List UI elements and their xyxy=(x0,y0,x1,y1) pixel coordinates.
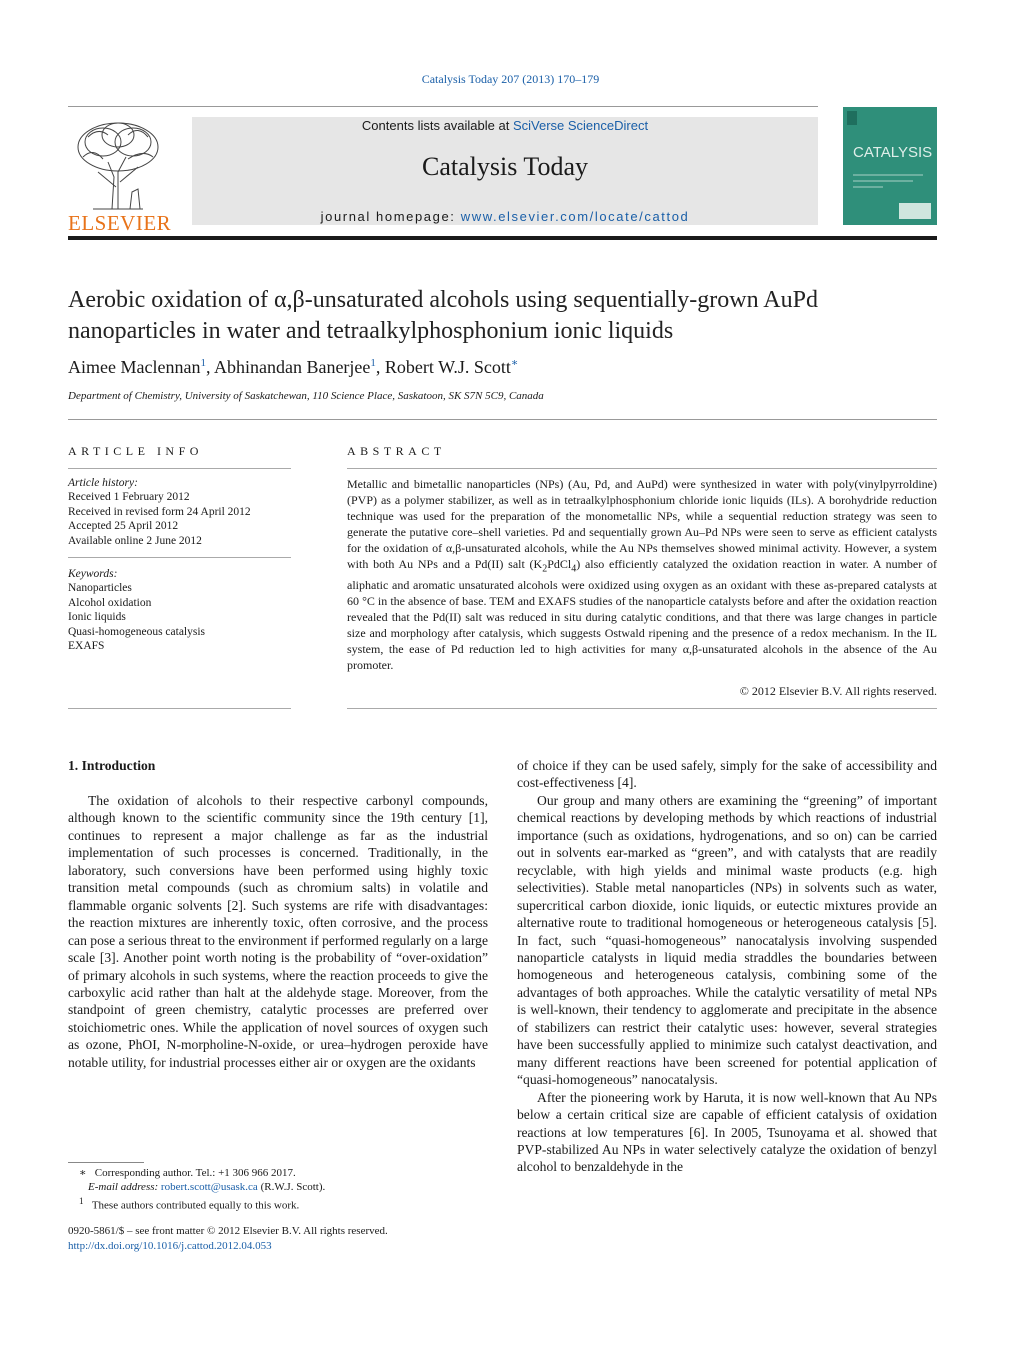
keyword: Ionic liquids xyxy=(68,611,126,624)
author-affiliation: Department of Chemistry, University of Saskatchewan, 110 Science Place, Saskatoon, SK S7N 5C9, Canada xyxy=(68,390,544,402)
footnote-mark: ∗ xyxy=(79,1167,87,1179)
article-info-rule xyxy=(68,708,291,709)
homepage-link[interactable]: www.elsevier.com/locate/cattod xyxy=(460,209,690,224)
history-revised: Received in revised form 24 April 2012 xyxy=(68,505,251,518)
article-history xyxy=(68,476,291,548)
body-paragraph: After the pioneering work by Haruta, it is now well-known that Au NPs below a certain critical size are capable of efficient catalysis of oxidation reactions at low temperatures [6]. In 2005, Tsunoyama et al. showed that PVP-stabilized Au NPs in water selectively catalyze the oxidation of benzyl alcohol to benzaldehyde in the xyxy=(517,1089,937,1175)
header-rule xyxy=(68,106,818,107)
contents-line xyxy=(192,118,818,133)
footnote-text: These authors contributed equally to this work. xyxy=(91,1199,300,1212)
contents-prefix: Contents lists available at xyxy=(361,118,513,133)
footnote-text: Corresponding author. Tel.: +1 306 966 2017. xyxy=(94,1167,296,1179)
homepage-line xyxy=(192,209,818,224)
body-column-left xyxy=(68,792,488,1071)
elsevier-wordmark: ELSEVIER xyxy=(68,211,172,235)
keyword: Nanoparticles xyxy=(68,582,132,595)
footnote-rule xyxy=(68,1162,144,1163)
issn-block xyxy=(68,1224,388,1254)
cover-title: CATALYSIS xyxy=(853,144,933,161)
footnote-email xyxy=(68,1180,488,1194)
author-mark[interactable]: 1 xyxy=(200,357,206,369)
author-separator: , xyxy=(375,357,385,377)
keywords-label: Keywords: xyxy=(68,568,118,580)
history-online: Available online 2 June 2012 xyxy=(68,534,202,547)
author-separator: , xyxy=(205,357,214,377)
abstract-text-part: Metallic and bimetallic nanoparticles (NPs) (Au, Pd, and AuPd) were synthesized in water with poly(vinylpyrroldine) (PVP) as a polymer stabilizer, as well as in tetraalkylphosphonium chloride ionic liquids (ILs). A borohydride reduction technique was used for the preparation of the monometallic NPs, while a sequential reduction strategy was seen to generate the putative core–shell varieties. Pd and sequentially grown Au–Pd NPs were seen to serve as efficient catalysts for the oxidation of α,β-unsaturated alcohols, while the Au NPs themselves showed minimal activity. However, a system with both Au NPs and a Pd(II) salt (K xyxy=(347,477,937,571)
keyword: Quasi-homogeneous catalysis xyxy=(68,625,206,638)
footnote-equal-contribution xyxy=(68,1194,488,1213)
footnotes xyxy=(68,1166,488,1213)
footnote-mark: 1 xyxy=(79,1196,84,1206)
footnote-corresponding xyxy=(68,1166,488,1180)
abstract-subscript: 4 xyxy=(571,563,577,575)
paper-title: Aerobic oxidation of α,β-unsaturated alcohols using sequentially-grown AuPd nanoparticles in water and tetraalkylphosphonium ionic liquids xyxy=(68,287,818,344)
history-received: Received 1 February 2012 xyxy=(68,491,190,504)
author-name: Abhinandan Banerjee xyxy=(213,357,371,377)
journal-cover-image xyxy=(843,107,937,225)
author-name: Aimee Maclennan xyxy=(68,357,201,377)
author-mark[interactable]: ∗ xyxy=(510,357,519,369)
history-accepted: Accepted 25 April 2012 xyxy=(68,520,179,533)
keyword: Alcohol oxidation xyxy=(68,596,152,609)
author-mark[interactable]: 1 xyxy=(370,357,376,369)
body-paragraph: of choice if they can be used safely, simply for the sake of accessibility and cost-effectiveness [4]. xyxy=(517,758,937,791)
keywords-block xyxy=(68,567,291,653)
issn-line: 0920-5861/$ – see front matter © 2012 Elsevier B.V. All rights reserved. xyxy=(68,1225,388,1237)
journal-title: Catalysis Today xyxy=(422,152,588,181)
email-link[interactable]: robert.scott@usask.ca xyxy=(160,1181,258,1193)
article-info-rule xyxy=(68,468,291,469)
title-rule xyxy=(68,419,937,420)
body-paragraph: The oxidation of alcohols to their respective carbonyl compounds, although known to the scientific community since the 19th century [1], continues to represent a major challenge as far as the industrial implementation of such processes is concerned. Traditionally, in the laboratory, such conversions have been performed using highly toxic transition metal compounds (such as chromium salts) in volatile and flammable organic solvents [2]. Such systems are rife with disadvantages: the reaction mixtures are inherently toxic, often corrosive, and the process can pose a serious threat to the environment if performed regularly on a large scale [3]. Another point worth noting is the probability of “over-oxidation” of primary alcohols in such systems, where the reaction proceeds to give the carboxylic acid rather than halt at the aldehyde stage. Moreover, from the standpoint of green chemistry, catalytic processes are preferred over stoichiometric ones. While the application of novel sources of oxygen such as ozone, PhOI, N-morpholine-N-oxide, or urea–hydrogen peroxide have notable utility, for industrial processes either air or oxygen are the oxidants xyxy=(68,793,488,1070)
email-suffix: (R.W.J. Scott). xyxy=(257,1181,326,1193)
article-info-rule xyxy=(68,557,291,558)
history-label: Article history: xyxy=(68,477,138,489)
sciencedirect-link[interactable]: SciVerse ScienceDirect xyxy=(512,118,649,133)
body-column-right xyxy=(517,757,937,1176)
abstract-subscript: 2 xyxy=(542,563,548,575)
doi-link[interactable]: http://dx.doi.org/10.1016/j.cattod.2012.04.053 xyxy=(68,1240,272,1252)
homepage-prefix: journal homepage: xyxy=(320,209,461,224)
abstract-text-part: PdCl xyxy=(547,557,572,571)
body-paragraph: Our group and many others are examining the “greening” of important chemical reactions by developing methods by which reactions of industrial importance (such as oxidations, hydrogenations, and so on) can be carried out in solvents ear-marked as “green”, and with catalysts that are readily recyclable, with high yields and minimal waste products (e.g. high selectivities). Stable metal nanoparticles (NPs) in solvents such as water, supercritical carbon dioxide, ionic liquids, or eutectic mixtures provide an alternative route to traditional homogeneous or heterogeneous catalysis [5]. In fact, such “quasi-homogeneous” nanocatalysis involving suspended nanoparticle catalysts in liquid media straddles the boundaries between homogeneous and heterogeneous catalysis, combining some of the advantages of both approaches. While the catalytic versatility of metal NPs is well-known, their tendency to agglomerate and precipitate in the absence of stabilizers can restrict their catalytic uses: however, several strategies have been successfully applied to minimize such catalyst deactivation, and many different reactions have been screened for potential application of “quasi-homogeneous” nanocatalysis. xyxy=(517,792,937,1088)
abstract-heading: ABSTRACT xyxy=(347,444,446,458)
abstract-text-part: ) also efficiently catalyzed the oxidation reaction in water. A number of aliphatic and aromatic unsaturated alcohols were oxidized using oxygen as an oxidant with these as-prepared catalysts at 60 °C in the absence of base. TEM and EXAFS studies of the nanoparticle catalysts before and after the oxidation reaction revealed that the Pd(II) salt was reduced in situ during catalytic conditions, and that there was large changes in particle size and morphology after catalysis, which suggests Ostwald ripening and the presence of a redox mechanism. In the IL system, the ease of Pd reduction led to high activities for many α,β-unsaturated alcohols in the absence of the Au promoter. xyxy=(347,557,937,673)
header-thick-rule xyxy=(68,236,937,240)
abstract-body xyxy=(347,476,937,673)
abstract-rule xyxy=(347,468,937,469)
section-heading-introduction: 1. Introduction xyxy=(68,758,156,773)
keyword: EXAFS xyxy=(68,640,105,653)
author-name: Robert W.J. Scott xyxy=(384,357,511,377)
email-label: E-mail address: xyxy=(88,1181,161,1193)
abstract-copyright: © 2012 Elsevier B.V. All rights reserved. xyxy=(739,684,937,698)
journal-citation[interactable]: Catalysis Today 207 (2013) 170–179 xyxy=(421,72,600,86)
author-list xyxy=(68,356,518,378)
article-info-heading: ARTICLE INFO xyxy=(68,444,203,458)
abstract-rule xyxy=(347,708,937,709)
